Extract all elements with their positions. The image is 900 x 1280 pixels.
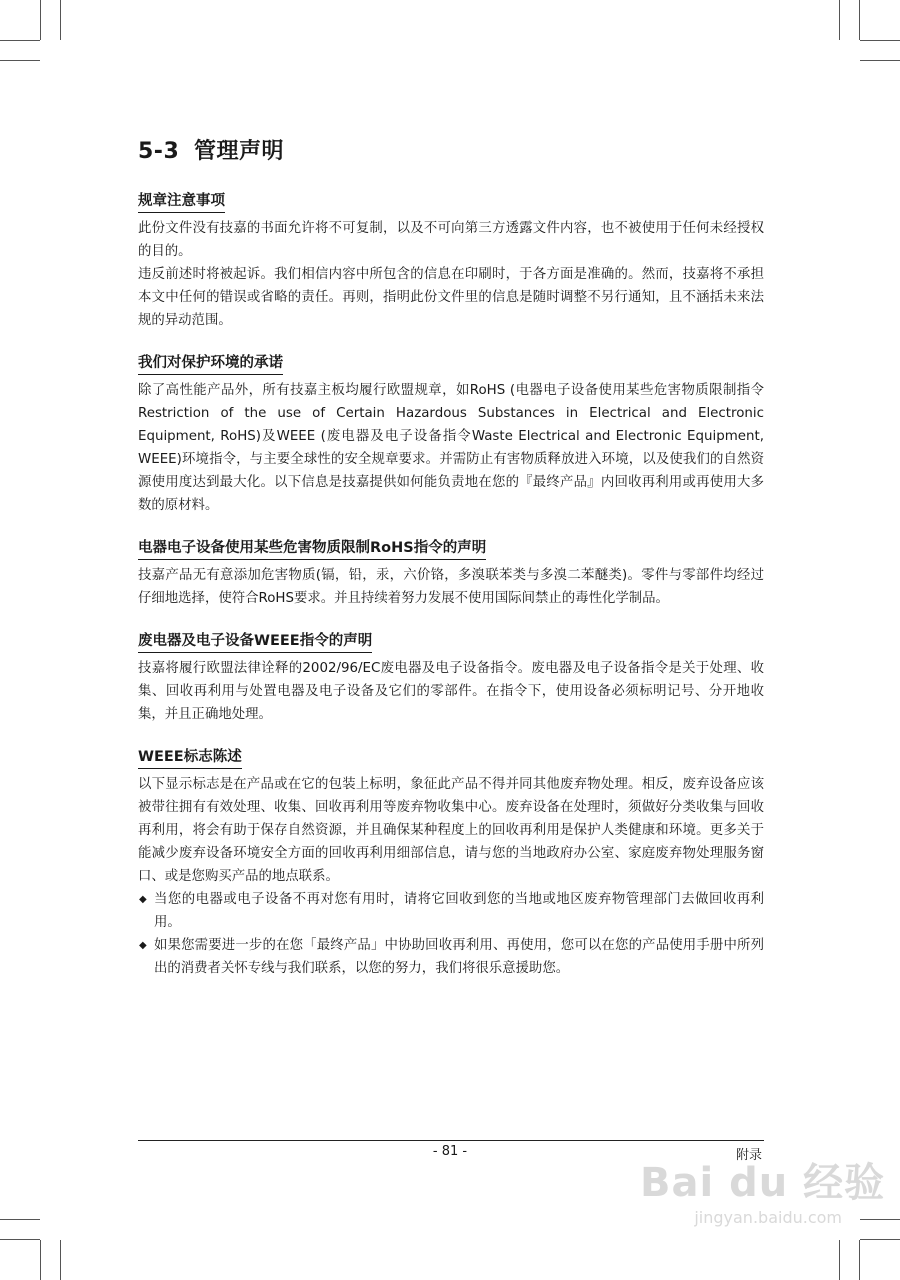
- section-regulatory-notices: [138, 190, 764, 332]
- crop-mark: [860, 1239, 900, 1240]
- diamond-bullet-icon: ◆: [139, 894, 147, 905]
- section-weee-symbol: [138, 746, 764, 980]
- section-weee-statement: [138, 630, 764, 726]
- section-title: 我们对保护环境的承诺: [138, 353, 283, 375]
- paragraph: 此份文件没有技嘉的书面允许将不可复制，以及不可向第三方透露文件内容，也不被使用于任何未经授权的目的。: [138, 221, 764, 259]
- paragraph: 除了高性能产品外，所有技嘉主板均履行欧盟规章，如RoHS (电器电子设备使用某些危害物质限制指令 Restriction of the use of Certain Hazardous Substances in Electrical and Electronic Equipment, RoHS)及WEEE (废电器及电子设备指令Waste Electrical and Electronic Equipment, WEEE)环境指令，与主要全球性的安全规章要求。并需防止有害物质释放进入环境，以及使我们的自然资源使用度达到最大化。以下信息是技嘉提供如何能负责地在您的『最终产品』内回收再利用或再使用大多数的原材料。: [138, 383, 764, 513]
- watermark-url: jingyan.baidu.com: [694, 1208, 842, 1227]
- crop-mark: [40, 1240, 41, 1280]
- section-rohs-statement: [138, 537, 764, 610]
- list-item: [138, 888, 764, 934]
- crop-mark: [860, 60, 900, 61]
- chapter-heading: [138, 134, 284, 165]
- diamond-bullet-icon: ◆: [139, 940, 147, 951]
- crop-mark: [839, 0, 840, 40]
- crop-mark: [860, 1219, 900, 1220]
- crop-mark: [0, 1239, 40, 1240]
- crop-mark: [60, 0, 61, 40]
- section-environment-commitment: [138, 352, 764, 517]
- chapter-number: 5-3: [138, 139, 180, 164]
- crop-mark: [0, 40, 40, 41]
- footer-label: 附录: [735, 1148, 762, 1163]
- list-item: [138, 934, 764, 980]
- paragraph: 违反前述时将被起诉。我们相信内容中所包含的信息在印刷时，于各方面是准确的。然而，技嘉将不承担本文中任何的错误或省略的责任。再则，指明此份文件里的信息是随时调整不另行通知，且不涵括未来法规的异动范围。: [138, 267, 764, 328]
- crop-mark: [40, 0, 41, 40]
- crop-mark: [0, 1219, 40, 1220]
- crop-mark: [859, 0, 860, 40]
- paragraph: 技嘉产品无有意添加危害物质(镉，铅，汞，六价铬，多溴联苯类与多溴二苯醚类)。零件与零部件均经过仔细地选择，使符合RoHS要求。并且持续着努力发展不使用国际间禁止的毒性化学制品。: [138, 568, 764, 606]
- list-item-text: 当您的电器或电子设备不再对您有用时，请将它回收到您的当地或地区废弃物管理部门去做回收再利用。: [154, 892, 764, 930]
- section-title: 规章注意事项: [138, 191, 225, 213]
- section-title: WEEE标志陈述: [138, 747, 242, 769]
- crop-mark: [0, 60, 40, 61]
- bullet-list: [138, 888, 764, 980]
- watermark: [640, 1158, 886, 1258]
- paragraph: 以下显示标志是在产品或在它的包装上标明，象征此产品不得并同其他废弃物处理。相反，废弃设备应该被带往拥有有效处理、收集、回收再利用等废弃物收集中心。废弃设备在处理时，须做好分类收集与回收再利用，将会有助于保存自然资源，并且确保某种程度上的回收再利用是保护人类健康和环境。更多关于能减少废弃设备环境安全方面的回收再利用细部信息，请与您的当地政府办公室、家庭废弃物处理服务窗口、或是您购买产品的地点联系。: [138, 777, 764, 884]
- footer-divider: [138, 1140, 764, 1141]
- section-title: 废电器及电子设备WEEE指令的声明: [138, 631, 372, 653]
- page-number: - 81 -: [432, 1144, 468, 1159]
- crop-mark: [860, 40, 900, 41]
- document-body: [138, 190, 764, 1000]
- section-title: 电器电子设备使用某些危害物质限制RoHS指令的声明: [138, 538, 486, 560]
- chapter-title: 管理声明: [194, 139, 285, 164]
- baidu-watermark-logo: Bai du 经验: [640, 1160, 886, 1206]
- list-item-text: 如果您需要进一步的在您「最终产品」中协助回收再利用、再使用，您可以在您的产品使用手册中所列出的消费者关怀专线与我们联系，以您的努力，我们将很乐意援助您。: [154, 938, 764, 976]
- paragraph: 技嘉将履行欧盟法律诠释的2002/96/EC废电器及电子设备指令。废电器及电子设备指令是关于处理、收集、回收再利用与处置电器及电子设备及它们的零部件。在指令下，使用设备必须标明记号、分开地收集，并且正确地处理。: [138, 661, 764, 722]
- crop-mark: [60, 1240, 61, 1280]
- crop-mark: [859, 1240, 860, 1280]
